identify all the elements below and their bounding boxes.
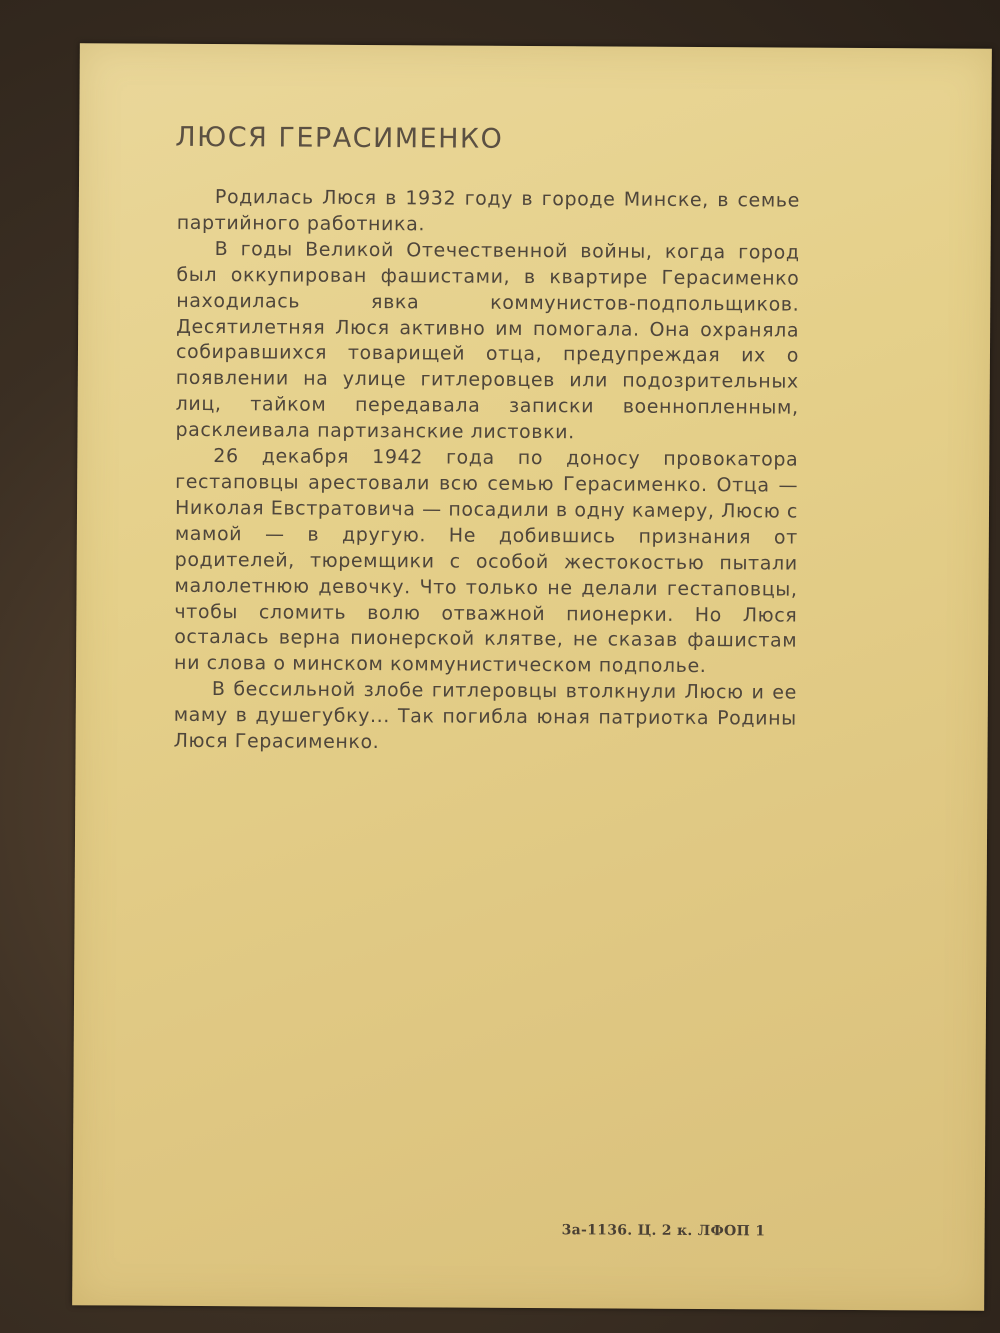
paragraph-birth: Родилась Люся в 1932 году в городе Минске, в семье партийного работника. — [176, 186, 800, 236]
postcard-back — [72, 43, 992, 1311]
paragraph-arrest: 26 декабря 1942 года по доносу провокатора гестаповцы арестовали всю семью Герасименко. Отца — Николая Евстратовича — посадили в одну камеру, Люсю с мамой — в другую. Не добившись признания от родителей, тюремщики с особой жестокостью пытали малолетнюю девочку. Что только не делали гестаповцы, чтобы сломить волю отважной пионерки. Но Люся осталась верна пионерской клятве, не сказав фашистам ни слова о минском коммунистическом подполье. — [174, 445, 799, 678]
paragraph-death: В бессильной злобе гитлеровцы втолкнули Люсю и ее маму в душегубку... Так погибла юная патриотка Родины Люся Герасименко. — [173, 678, 797, 754]
printer-imprint: 3а-1136. Ц. 2 к. ЛФОП 1 — [561, 1222, 766, 1240]
card-title: ЛЮСЯ ГЕРАСИМЕНКО — [175, 121, 504, 155]
paragraph-underground: В годы Великой Отечественной войны, когда город был оккупирован фашистами, в квартире Герасименко находилась явка коммунистов-подпольщиков. Десятилетняя Люся активно им помогала. Она охраняла собиравшихся товарищей отца, предупреждая их о появлении на улице гитлеровцев или подозрительных лиц, тайком передавала записки военнопленным, расклеивала партизанские листовки. — [175, 237, 800, 444]
biography-text — [174, 185, 800, 759]
